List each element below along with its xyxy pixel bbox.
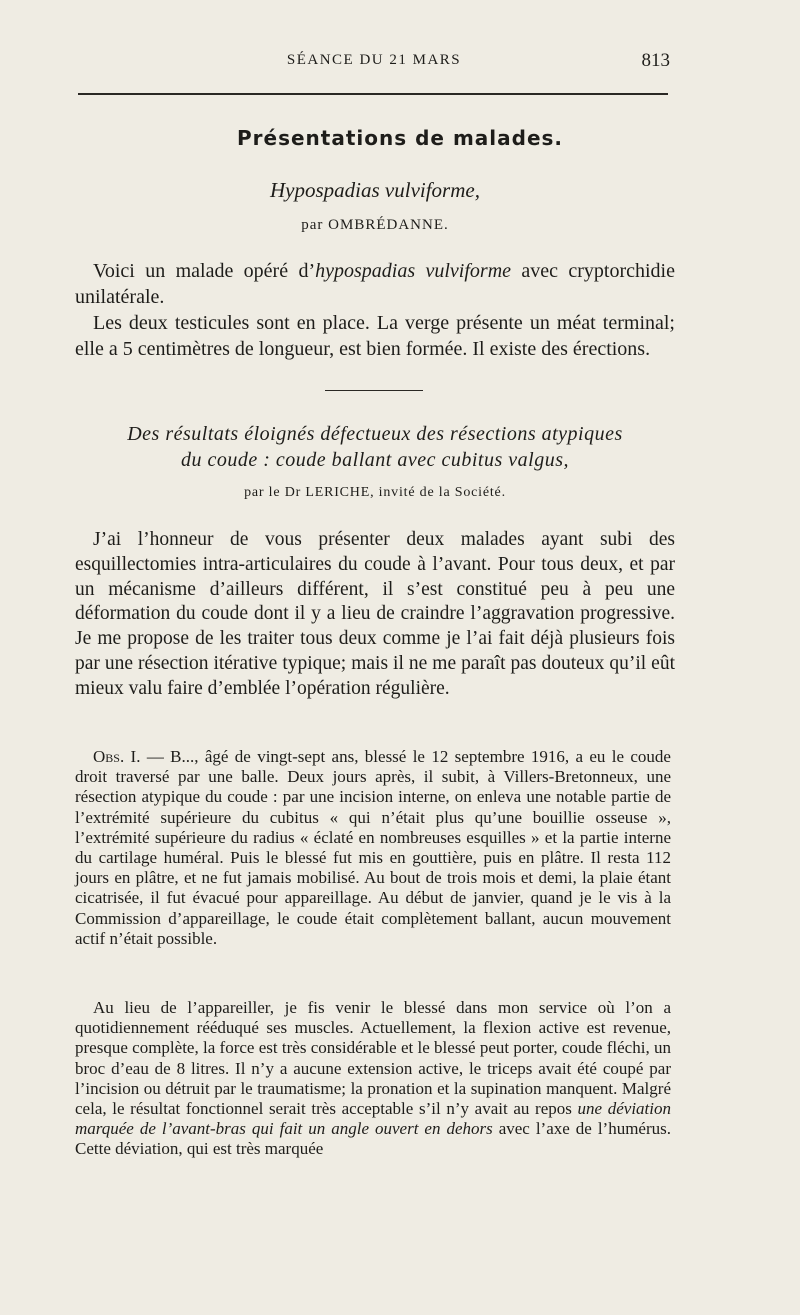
article2-byline: par le Dr LERICHE, invité de la Société.: [244, 485, 506, 500]
observation-paragraph: [75, 747, 671, 949]
running-title: SÉANCE DU 21 MARS: [286, 52, 462, 68]
observation-text: — B..., âgé de vingt-sept ans, blessé le 12 septembre 1916, a eu le coude droit traversé par une balle. Deux jours après, il subit, à Villers-Bretonneux, une résection atypique du coude : par une incision interne, on enleva une notable partie de l’extrémité supérieure du cubitus « qui n’était plus qu’une bouillie osseuse », l’extrémité supérieure du radius « éclaté en nombreuses esquilles » et la partie interne du cartilage huméral. Puis le blessé fut mis en gouttière, puis en plâtre. Il resta 112 jours en plâtre, et ne fut jamais mobilisé. Au bout de trois mois et demi, la plaie étant cicatrisée, il fut évacué pour appareillage. Au début de janvier, quand je le vis à la Commission d’appareillage, le coude était complètement ballant, aucun mouvement actif n’était possible.: [75, 747, 671, 948]
text-run: Voici un malade opéré d’: [93, 260, 316, 282]
running-header: [78, 52, 670, 76]
article1-byline: par OMBRÉDANNE.: [301, 217, 449, 233]
article1-title: Hypospadias vulviforme,: [270, 178, 480, 202]
article2-title-line-1: Des résultats éloignés défectueux des résections atypiques: [127, 423, 623, 445]
separator-rule: [325, 390, 423, 391]
header-rule: [78, 93, 668, 95]
section-title: Présentations de malades.: [236, 126, 564, 150]
article1-paragraph-1: [75, 258, 675, 310]
article2-title-line-2: du coude : coude ballant avec cubitus valgus,: [181, 449, 569, 471]
text-italic: hypospadias vulviforme: [315, 260, 512, 282]
article2-title: [0, 421, 750, 473]
article1-paragraph-2: Les deux testicules sont en place. La verge présente un méat terminal; elle a 5 centimètres de longueur, est bien formée. Il existe des érections.: [75, 312, 675, 360]
text-italic: une déviation marquée de l’avant-bras qui fait un angle ouvert en dehors: [75, 1099, 671, 1139]
page-number: 813: [641, 50, 670, 71]
article2-paragraph-3: [75, 998, 671, 1160]
text-run: Au lieu de l’appareiller, je fis venir le blessé dans mon service où l’on a quotidiennement rééduqué ses muscles. Actuellement, la flexion active est revenue, presque complète, la force est très considérable et le blessé peut porter, coude fléchi, un broc d’eau de 8 litres. Il n’y a aucune extension active, le triceps avait été coupé par l’incision ou détruit par le traumatisme; la pronation et la supination manquent. Malgré cela, le résultat fonctionnel serait très acceptable s’il n’y avait au repos: [75, 998, 671, 1119]
text-run: avec l’axe de l’humérus. Cette déviation, qui est très marquée: [75, 1119, 671, 1159]
observation-label: Obs. I.: [93, 747, 141, 766]
article2-paragraph-1: J’ai l’honneur de vous présenter deux malades ayant subi des esquillectomies intra-articulaires du coude à l’avant. Pour tous deux, et par un mécanisme d’ailleurs différent, il s’est constitué peu à peu une déformation du coude dont il y a lieu de craindre l’aggravation progressive. Je me propose de les traiter tous deux comme je l’ai fait déjà plusieurs fois par une résection itérative typique; mais il ne me paraît pas douteux qu’il eût mieux valu faire d’emblée l’opération régulière.: [75, 529, 675, 699]
text-run: avec cryptorchidie unilatérale.: [75, 260, 675, 308]
